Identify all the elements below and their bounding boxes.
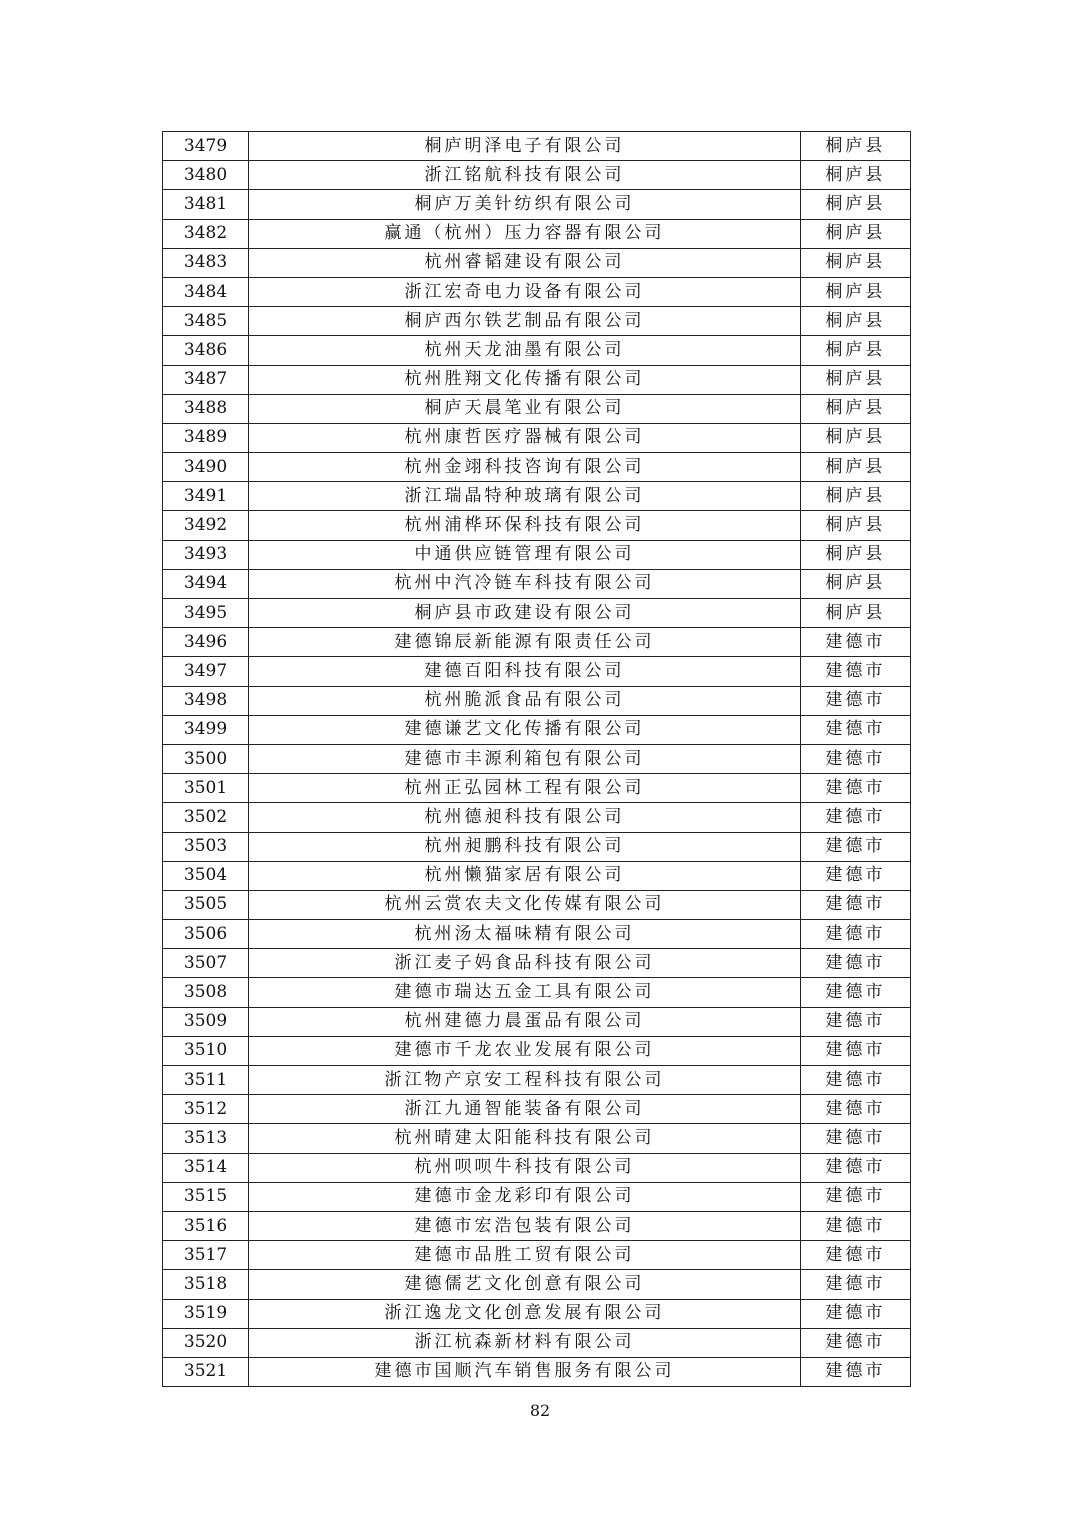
- company-name-cell: 浙江杭森新材料有限公司: [249, 1328, 801, 1357]
- table-row: [163, 277, 911, 306]
- row-number-cell: 3514: [163, 1153, 249, 1182]
- row-number-cell: 3502: [163, 803, 249, 832]
- row-number-cell: 3489: [163, 423, 249, 452]
- region-cell: 桐庐县: [800, 132, 910, 161]
- table-row: [163, 1153, 911, 1182]
- region-cell: 建德市: [800, 890, 910, 919]
- table-body: [163, 132, 911, 1387]
- row-number-cell: 3519: [163, 1299, 249, 1328]
- row-number-cell: 3494: [163, 569, 249, 598]
- table-row: [163, 657, 911, 686]
- row-number-cell: 3490: [163, 453, 249, 482]
- table-row: [163, 511, 911, 540]
- region-cell: 桐庐县: [800, 423, 910, 452]
- row-number-cell: 3499: [163, 715, 249, 744]
- company-name-cell: 杭州脆派食品有限公司: [249, 686, 801, 715]
- row-number-cell: 3482: [163, 219, 249, 248]
- row-number-cell: 3516: [163, 1211, 249, 1240]
- region-cell: 建德市: [800, 1211, 910, 1240]
- company-name-cell: 杭州金翊科技咨询有限公司: [249, 453, 801, 482]
- company-name-cell: 建德百阳科技有限公司: [249, 657, 801, 686]
- row-number-cell: 3480: [163, 161, 249, 190]
- company-name-cell: 杭州中汽冷链车科技有限公司: [249, 569, 801, 598]
- region-cell: 建德市: [800, 978, 910, 1007]
- table-row: [163, 132, 911, 161]
- table-row: [163, 920, 911, 949]
- row-number-cell: 3521: [163, 1357, 249, 1386]
- company-name-cell: 浙江铭航科技有限公司: [249, 161, 801, 190]
- company-name-cell: 桐庐天晨笔业有限公司: [249, 394, 801, 423]
- row-number-cell: 3515: [163, 1182, 249, 1211]
- row-number-cell: 3513: [163, 1124, 249, 1153]
- company-name-cell: 建德儒艺文化创意有限公司: [249, 1270, 801, 1299]
- region-cell: 建德市: [800, 744, 910, 773]
- table-row: [163, 1357, 911, 1386]
- row-number-cell: 3509: [163, 1007, 249, 1036]
- table-row: [163, 978, 911, 1007]
- region-cell: 桐庐县: [800, 569, 910, 598]
- region-cell: 桐庐县: [800, 248, 910, 277]
- row-number-cell: 3511: [163, 1066, 249, 1095]
- table-row: [163, 248, 911, 277]
- company-name-cell: 杭州建德力晨蛋品有限公司: [249, 1007, 801, 1036]
- row-number-cell: 3492: [163, 511, 249, 540]
- table-row: [163, 1095, 911, 1124]
- row-number-cell: 3488: [163, 394, 249, 423]
- row-number-cell: 3479: [163, 132, 249, 161]
- company-name-cell: 杭州胜翔文化传播有限公司: [249, 365, 801, 394]
- company-name-cell: 建德市金龙彩印有限公司: [249, 1182, 801, 1211]
- table-row: [163, 219, 911, 248]
- region-cell: 建德市: [800, 803, 910, 832]
- region-cell: 桐庐县: [800, 482, 910, 511]
- region-cell: 桐庐县: [800, 511, 910, 540]
- row-number-cell: 3486: [163, 336, 249, 365]
- row-number-cell: 3500: [163, 744, 249, 773]
- table-row: [163, 1211, 911, 1240]
- company-name-cell: 浙江瑞晶特种玻璃有限公司: [249, 482, 801, 511]
- company-name-cell: 赢通（杭州）压力容器有限公司: [249, 219, 801, 248]
- company-name-cell: 杭州德昶科技有限公司: [249, 803, 801, 832]
- table-row: [163, 1007, 911, 1036]
- row-number-cell: 3508: [163, 978, 249, 1007]
- company-name-cell: 桐庐县市政建设有限公司: [249, 599, 801, 628]
- company-name-cell: 浙江麦子妈食品科技有限公司: [249, 949, 801, 978]
- company-name-cell: 建德市千龙农业发展有限公司: [249, 1036, 801, 1065]
- table-row: [163, 715, 911, 744]
- table-row: [163, 949, 911, 978]
- company-name-cell: 中通供应链管理有限公司: [249, 540, 801, 569]
- company-name-cell: 杭州晴建太阳能科技有限公司: [249, 1124, 801, 1153]
- row-number-cell: 3485: [163, 307, 249, 336]
- company-name-cell: 杭州睿韬建设有限公司: [249, 248, 801, 277]
- row-number-cell: 3504: [163, 861, 249, 890]
- table-row: [163, 161, 911, 190]
- table-row: [163, 453, 911, 482]
- region-cell: 建德市: [800, 1328, 910, 1357]
- table-row: [163, 774, 911, 803]
- row-number-cell: 3517: [163, 1241, 249, 1270]
- table-row: [163, 336, 911, 365]
- table-row: [163, 861, 911, 890]
- region-cell: 建德市: [800, 949, 910, 978]
- table-row: [163, 1299, 911, 1328]
- region-cell: 桐庐县: [800, 307, 910, 336]
- company-name-cell: 杭州昶鹏科技有限公司: [249, 832, 801, 861]
- region-cell: 建德市: [800, 1241, 910, 1270]
- row-number-cell: 3518: [163, 1270, 249, 1299]
- row-number-cell: 3506: [163, 920, 249, 949]
- region-cell: 建德市: [800, 774, 910, 803]
- region-cell: 建德市: [800, 1357, 910, 1386]
- region-cell: 桐庐县: [800, 219, 910, 248]
- company-name-cell: 桐庐西尔铁艺制品有限公司: [249, 307, 801, 336]
- region-cell: 桐庐县: [800, 336, 910, 365]
- table-row: [163, 686, 911, 715]
- table-row: [163, 482, 911, 511]
- table-row: [163, 307, 911, 336]
- company-name-cell: 建德市丰源利箱包有限公司: [249, 744, 801, 773]
- table-row: [163, 744, 911, 773]
- table-row: [163, 1270, 911, 1299]
- row-number-cell: 3512: [163, 1095, 249, 1124]
- company-name-cell: 桐庐明泽电子有限公司: [249, 132, 801, 161]
- table-row: [163, 1182, 911, 1211]
- company-name-cell: 浙江物产京安工程科技有限公司: [249, 1066, 801, 1095]
- company-name-cell: 杭州康哲医疗器械有限公司: [249, 423, 801, 452]
- company-name-cell: 浙江逸龙文化创意发展有限公司: [249, 1299, 801, 1328]
- region-cell: 桐庐县: [800, 161, 910, 190]
- company-name-cell: 杭州呗呗牛科技有限公司: [249, 1153, 801, 1182]
- row-number-cell: 3501: [163, 774, 249, 803]
- company-name-cell: 建德市宏浩包装有限公司: [249, 1211, 801, 1240]
- company-name-cell: 桐庐万美针纺织有限公司: [249, 190, 801, 219]
- region-cell: 桐庐县: [800, 453, 910, 482]
- company-name-cell: 杭州汤太福味精有限公司: [249, 920, 801, 949]
- table-row: [163, 365, 911, 394]
- table-row: [163, 1241, 911, 1270]
- company-name-cell: 建德市品胜工贸有限公司: [249, 1241, 801, 1270]
- region-cell: 建德市: [800, 861, 910, 890]
- company-name-cell: 杭州天龙油墨有限公司: [249, 336, 801, 365]
- company-name-cell: 建德市瑞达五金工具有限公司: [249, 978, 801, 1007]
- company-name-cell: 杭州正弘园林工程有限公司: [249, 774, 801, 803]
- company-list-table: [162, 131, 911, 1387]
- region-cell: 建德市: [800, 1182, 910, 1211]
- company-name-cell: 浙江宏奇电力设备有限公司: [249, 277, 801, 306]
- company-name-cell: 建德市国顺汽车销售服务有限公司: [249, 1357, 801, 1386]
- row-number-cell: 3503: [163, 832, 249, 861]
- row-number-cell: 3505: [163, 890, 249, 919]
- region-cell: 建德市: [800, 920, 910, 949]
- company-name-cell: 浙江九通智能装备有限公司: [249, 1095, 801, 1124]
- table-row: [163, 1066, 911, 1095]
- table-row: [163, 628, 911, 657]
- company-name-cell: 杭州懒猫家居有限公司: [249, 861, 801, 890]
- region-cell: 桐庐县: [800, 365, 910, 394]
- company-name-cell: 杭州云赏农夫文化传媒有限公司: [249, 890, 801, 919]
- page-number: 82: [529, 1401, 551, 1420]
- row-number-cell: 3487: [163, 365, 249, 394]
- company-name-cell: 建德锦辰新能源有限责任公司: [249, 628, 801, 657]
- row-number-cell: 3491: [163, 482, 249, 511]
- row-number-cell: 3495: [163, 599, 249, 628]
- region-cell: 建德市: [800, 832, 910, 861]
- row-number-cell: 3493: [163, 540, 249, 569]
- region-cell: 桐庐县: [800, 190, 910, 219]
- row-number-cell: 3483: [163, 248, 249, 277]
- table-row: [163, 599, 911, 628]
- region-cell: 建德市: [800, 628, 910, 657]
- row-number-cell: 3497: [163, 657, 249, 686]
- region-cell: 建德市: [800, 657, 910, 686]
- region-cell: 桐庐县: [800, 599, 910, 628]
- table-row: [163, 890, 911, 919]
- row-number-cell: 3481: [163, 190, 249, 219]
- table-row: [163, 569, 911, 598]
- table-row: [163, 1328, 911, 1357]
- table-row: [163, 1124, 911, 1153]
- table-row: [163, 832, 911, 861]
- region-cell: 建德市: [800, 1270, 910, 1299]
- region-cell: 建德市: [800, 715, 910, 744]
- table-row: [163, 190, 911, 219]
- row-number-cell: 3496: [163, 628, 249, 657]
- row-number-cell: 3507: [163, 949, 249, 978]
- region-cell: 桐庐县: [800, 277, 910, 306]
- region-cell: 建德市: [800, 1007, 910, 1036]
- row-number-cell: 3510: [163, 1036, 249, 1065]
- company-name-cell: 建德谦艺文化传播有限公司: [249, 715, 801, 744]
- region-cell: 建德市: [800, 1124, 910, 1153]
- table-row: [163, 423, 911, 452]
- company-name-cell: 杭州浦桦环保科技有限公司: [249, 511, 801, 540]
- region-cell: 建德市: [800, 1153, 910, 1182]
- region-cell: 建德市: [800, 1036, 910, 1065]
- row-number-cell: 3484: [163, 277, 249, 306]
- region-cell: 建德市: [800, 1299, 910, 1328]
- region-cell: 桐庐县: [800, 394, 910, 423]
- table-row: [163, 394, 911, 423]
- region-cell: 建德市: [800, 1066, 910, 1095]
- table-row: [163, 1036, 911, 1065]
- region-cell: 建德市: [800, 686, 910, 715]
- region-cell: 桐庐县: [800, 540, 910, 569]
- row-number-cell: 3498: [163, 686, 249, 715]
- table-row: [163, 540, 911, 569]
- region-cell: 建德市: [800, 1095, 910, 1124]
- row-number-cell: 3520: [163, 1328, 249, 1357]
- table-row: [163, 803, 911, 832]
